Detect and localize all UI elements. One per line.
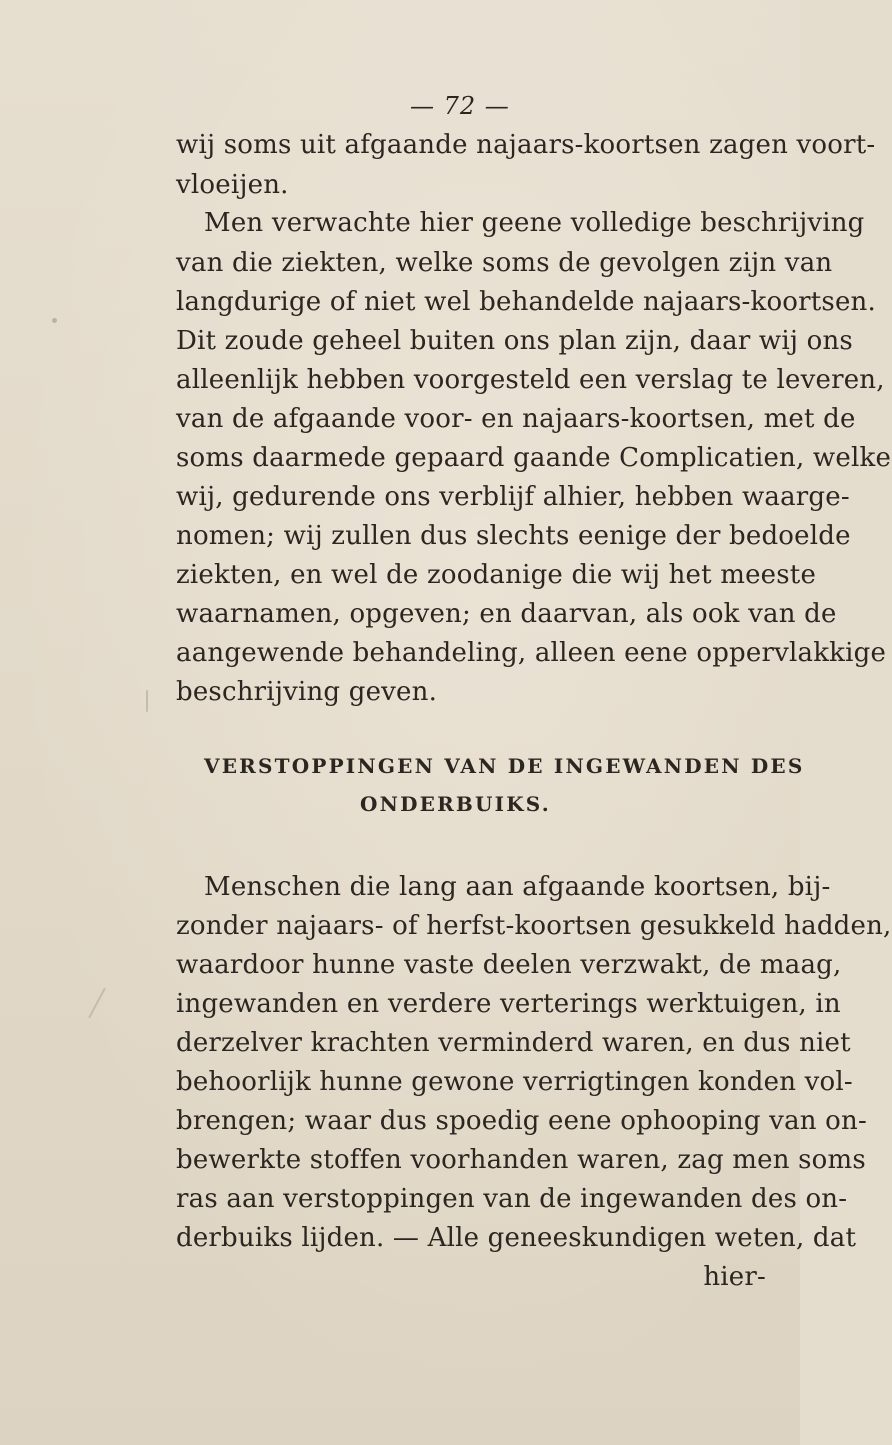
text-line: waarnamen, opgeven; en daarvan, als ook van de: [176, 599, 837, 629]
section-heading-line-2: ONDERBUIKS.: [360, 792, 551, 816]
text-line: aangewende behandeling, alleen eene oppervlakkige: [176, 638, 887, 668]
paragraph-first-line: Menschen die lang aan afgaande koortsen, bij-: [204, 872, 831, 902]
text-line: bewerkte stoffen voorhanden waren, zag men soms: [176, 1145, 866, 1175]
text-line: langdurige of niet wel behandelde najaars-koortsen.: [176, 287, 876, 317]
text-line: Dit zoude geheel buiten ons plan zijn, daar wij ons: [176, 326, 853, 356]
text-line: van de afgaande voor- en najaars-koortsen, met de: [176, 404, 856, 434]
text-line: alleenlijk hebben voorgesteld een verslag te leveren,: [176, 365, 885, 395]
text-line: waardoor hunne vaste deelen verzwakt, de maag,: [176, 950, 842, 980]
text-line: derzelver krachten verminderd waren, en dus niet: [176, 1028, 851, 1058]
text-line: wij, gedurende ons verblijf alhier, hebben waarge-: [176, 482, 850, 512]
paper-mark: [146, 690, 148, 712]
text-line: soms daarmede gepaard gaande Complicatien, welke: [176, 443, 892, 473]
text-line: van die ziekten, welke soms de gevolgen zijn van: [176, 248, 833, 278]
text-line: behoorlijk hunne gewone verrigtingen konden vol-: [176, 1067, 853, 1097]
text-line: ingewanden en verdere verterings werktuigen, in: [176, 989, 841, 1019]
text-line: ras aan verstoppingen van de ingewanden des on-: [176, 1184, 848, 1214]
text-line: beschrijving geven.: [176, 677, 438, 707]
paper-mark: [88, 988, 106, 1019]
text-line: brengen; waar dus spoedig eene ophooping van on-: [176, 1106, 867, 1136]
catchword: hier-: [703, 1262, 766, 1292]
text-line: wij soms uit afgaande najaars-koortsen zagen voort-: [176, 130, 876, 160]
text-line: nomen; wij zullen dus slechts eenige der bedoelde: [176, 521, 851, 551]
text-line: derbuiks lijden. — Alle geneeskundigen weten, dat: [176, 1223, 857, 1253]
section-heading-line-1: VERSTOPPINGEN VAN DE INGEWANDEN DES: [204, 754, 805, 778]
text-line: vloeijen.: [176, 170, 289, 200]
paper-spot: [52, 318, 57, 323]
text-line: ziekten, en wel de zoodanige die wij het meeste: [176, 560, 817, 590]
text-line: zonder najaars- of herfst-koortsen gesukkeld hadden,: [176, 911, 892, 941]
paragraph-first-line: Men verwachte hier geene volledige beschrijving: [204, 208, 865, 238]
page-number: — 72 —: [410, 92, 510, 120]
